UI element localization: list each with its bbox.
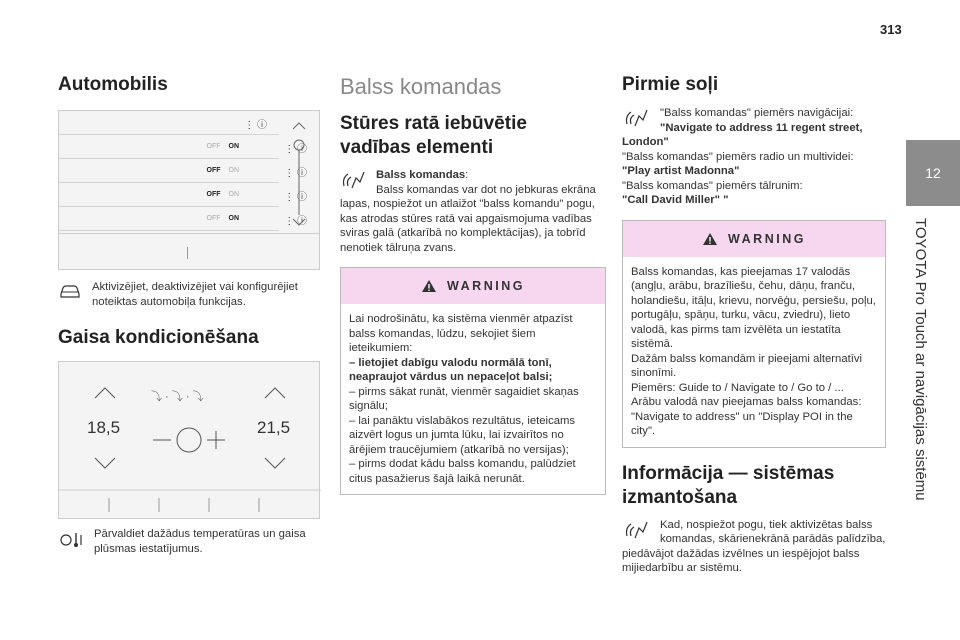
warning-triangle-icon <box>702 232 718 246</box>
chapter-tab[interactable]: 12 <box>906 140 960 206</box>
info-icon[interactable]: ⋮ ⓘ <box>284 144 307 155</box>
toggle-switch[interactable]: OFF ON <box>206 191 239 198</box>
scrollbar[interactable] <box>289 119 309 229</box>
settings-row[interactable] <box>59 183 307 207</box>
settings-row[interactable] <box>59 135 307 159</box>
climate-screen <box>58 361 320 519</box>
voice-command-icon <box>622 106 652 128</box>
info-icon[interactable]: ⋮ ⓘ <box>284 192 307 203</box>
section-title-automobilis: Automobilis <box>58 74 168 95</box>
car-icon <box>58 282 82 300</box>
scroll-marker <box>187 247 188 259</box>
column-automobilis <box>58 74 320 556</box>
ac-text: Pārvaldiet dažādus temperatūras un gaisa plūsmas iestatījumus. <box>94 528 306 555</box>
info-icon[interactable]: ⋮ ⓘ <box>284 216 307 227</box>
airflow-icons[interactable]: ⤵ · ⤵ · ⤵ <box>151 391 204 403</box>
ac-description <box>58 527 320 556</box>
info-icon[interactable]: ⋮ ⓘ <box>244 120 267 131</box>
page-number: 313 <box>880 22 902 37</box>
temp-right[interactable]: 21,5 <box>257 418 291 437</box>
side-title: TOYOTA Pro Touch ar navigācijas sistēmu <box>912 218 929 501</box>
climate-controls <box>59 362 321 518</box>
warning-header: WARNING <box>623 221 885 257</box>
toggle-switch[interactable]: OFF ON <box>206 215 239 222</box>
warning-header: WARNING <box>341 268 605 304</box>
settings-row[interactable] <box>59 111 279 135</box>
vehicle-settings-screen <box>58 110 320 270</box>
section-title-air-conditioning: Gaisa kondicionēšana <box>58 327 259 348</box>
settings-row[interactable] <box>59 159 307 183</box>
voice-command-icon <box>340 168 368 190</box>
toggle-switch[interactable]: OFF ON <box>206 167 239 174</box>
section-title-first-steps: Pirmie soļi <box>622 74 719 95</box>
subtitle-steering-controls: Stūres ratā iebūvētie vadības elementi <box>340 113 527 158</box>
column-first-steps <box>622 74 886 576</box>
temp-left[interactable]: 18,5 <box>87 418 121 437</box>
warning-box: WARNING Lai nodrošinātu, ka sistēma vienmēr atpazīst balss komandas, lūdzu, sekojiet šiem ieteikumiem: – lietojiet dabīgu valodu normālā tonī, neapraujot vārdus un nepaceļot balsi; – pirms sākat runāt, vienmēr sagaidiet skaņas signālu; – lai panāktu vislabākos rezultātus, ieteicams aizvērt logus un jumta lūku, lai izvairītos no ārējiem traucējumiem (atkarībā no versijas); – pirms dodat kādu balss komandu, palūdziet citus pasažierus šajā laikā nerunāt. <box>340 267 606 495</box>
section-title-voice-commands: Balss komandas <box>340 74 502 99</box>
voice-command-icon <box>622 518 652 540</box>
car-text: Aktivizējiet, deaktivizējiet vai konfigurējiet noteiktas automobiļa funkcijas. <box>92 281 298 308</box>
climate-icon <box>58 529 86 549</box>
column-voice-commands <box>340 74 606 495</box>
voice-examples: "Balss komandas" piemērs navigācijai: "Navigate to address 11 regent street, London" "Balss komandas" piemērs radio un multividei: "Play artist Madonna" "Balss komandas" piemērs tālrunim: "Call David Miller" " <box>622 107 863 206</box>
system-info: Kad, nospiežot pogu, tiek aktivizētas balss komandas, skārienekrānā parādās palīdzība, piedāvājot dažādas izvēlnes un iespējojot balss mijiedarbību ar sistēmu. <box>622 518 886 574</box>
warning-triangle-icon <box>421 279 437 293</box>
settings-row[interactable] <box>59 207 307 231</box>
voice-intro: Balss komandas: Balss komandas var dot no jebkuras ekrāna lapas, nospiežot un atlaižot "balss komandu" pogu, kas atrodas stūres ratā vai apgaismojuma vadības sviras galā (atkarībā no komplektācijas), ja tobrīd nenotiek tālruņa zvans. <box>340 169 596 254</box>
toggle-switch[interactable]: OFF ON <box>206 143 239 150</box>
warning-box: WARNING Balss komandas, kas pieejamas 17 valodās (angļu, arābu, brazīliešu, čehu, dāņu, franču, holandiešu, itāļu, krievu, norvēģu, persiešu, poļu, portugāļu, spāņu, turku, vācu, zviedru), lieto valodā, kas pirms tam izvēlēta un iestatīta sistēmā. Dažām balss komandām ir pieejami alternatīvi sinonīmi. Piemērs: Guide to / Navigate to / Go to / ... Arābu valodā nav pieejamas balss komandas: "Navigate to address" un "Display POI in the city". <box>622 220 886 448</box>
info-icon[interactable]: ⋮ ⓘ <box>284 168 307 179</box>
section-title-system-info: Informācija — sistēmas izmantošana <box>622 462 835 508</box>
car-description <box>58 280 320 309</box>
